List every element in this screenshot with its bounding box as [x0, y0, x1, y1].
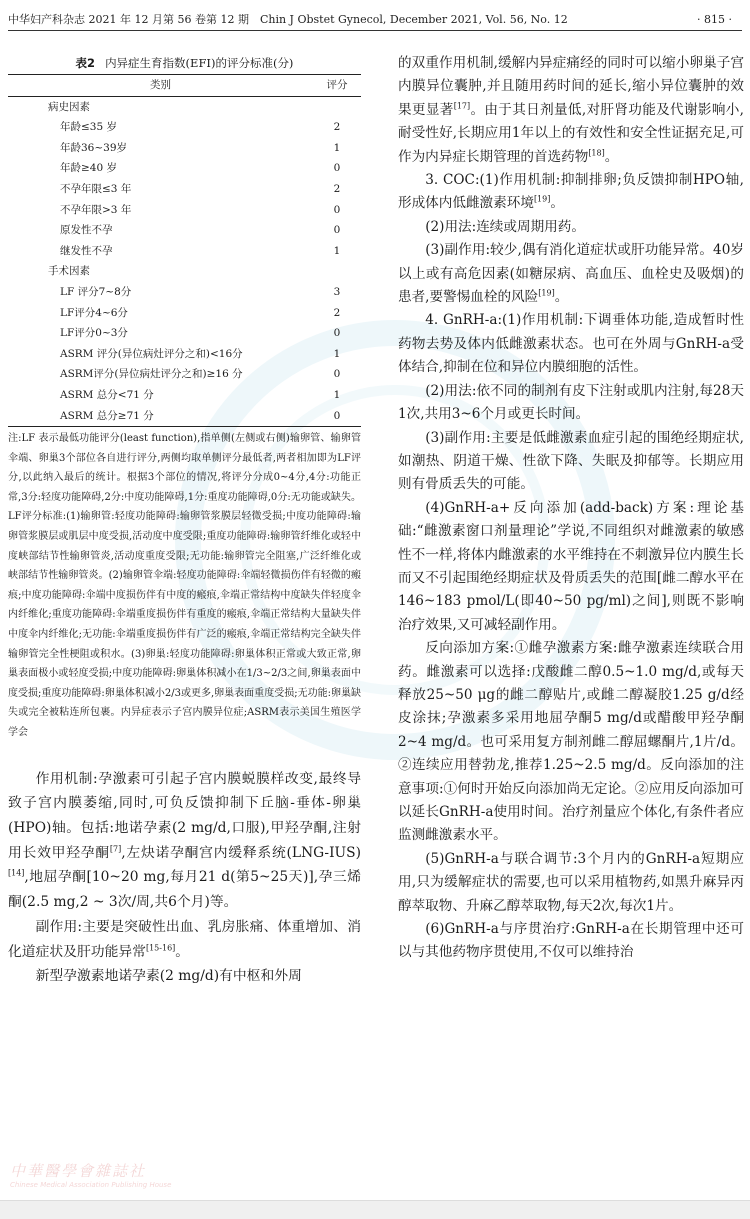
table-cell-score	[313, 96, 361, 117]
table-caption	[8, 52, 361, 74]
table-row	[8, 138, 361, 159]
column-header-score: 评分	[313, 75, 361, 97]
table-header-row	[8, 75, 361, 97]
table-row	[8, 406, 361, 427]
paragraph-coc-side-effects: (3)副作用:较少,偶有消化道症状或肝功能异常。40岁以上或有高危因素(如糖尿病、高血压、血栓史及吸烟)的患者,要警惕血栓的风险[19]。	[398, 242, 744, 306]
table-cell-score: 3	[333, 285, 341, 298]
table-cell-category: ASRM 总分<71 分	[60, 388, 154, 401]
citation-ref[interactable]: [19]	[538, 288, 555, 298]
journal-citation: 中华妇产科杂志 2021 年 12 月第 56 卷第 12 期 Chin J Obstet Gynecol, December 2021, Vol. 56, No. 12	[8, 13, 568, 26]
table-cell-category: LF评分0~3分	[60, 327, 128, 340]
column-header-category: 类别	[8, 75, 313, 97]
citation-ref[interactable]: [7]	[109, 844, 122, 854]
table-cell-score: 0	[333, 162, 341, 175]
paragraph-add-back-regimen: 反向添加方案:①雌孕激素方案:雌孕激素连续联合用药。雌激素可以选择:戊酸雌二醇0.5~1.0 mg/d,或每天释放25~50 μg的雌二醇贴片,或雌二醇凝胶1.25 g/d经皮涂抹;孕激素多采用地屈孕酮5 mg/d或醋酸甲羟孕酮2~4 mg/d。也可采用复方制剂雌二醇屈螺酮片,1片/d。②连续应用替勃龙,推荐1.25~2.5 mg/d。反向添加的注意事项:①何时开始反向添加尚无定论。②应用反向添加可以延长GnRH-a使用时间。治疗剂量应个体化,有条件者应监测雌激素水平。	[398, 640, 744, 844]
citation-ref[interactable]: [15-16]	[145, 942, 176, 952]
table-cell-score: 1	[333, 141, 341, 154]
table-cell-category: ASRM 评分(异位病灶评分之和)<16分	[60, 347, 243, 360]
table-row	[8, 385, 361, 406]
table-cell-category: LF 评分7~8分	[60, 285, 132, 298]
table-cell-category: 年龄36~39岁	[60, 141, 128, 154]
citation-ref[interactable]: [14]	[8, 868, 25, 878]
paragraph-gnrh-side-effects: (3)副作用:主要是低雌激素血症引起的围绝经期症状,如潮热、阴道干燥、性欲下降、失眠及抑郁等。长期应用则有骨质丢失的可能。	[398, 429, 744, 493]
table-cell-score: 1	[333, 244, 341, 257]
table-cell-score: 1	[333, 388, 341, 401]
table-row	[8, 117, 361, 138]
table-row	[8, 303, 361, 324]
citation-ref[interactable]: [18]	[588, 148, 605, 158]
table-cell-category: 不孕年限>3 年	[60, 203, 132, 216]
paragraph-gnrh-usage: (2)用法:依不同的制剂有皮下注射或肌内注射,每28天1次,共用3~6个月或更长时间。	[398, 382, 744, 423]
efi-table	[8, 74, 361, 427]
table-row	[8, 364, 361, 385]
citation-ref[interactable]: [17]	[453, 101, 471, 111]
paragraph-coc-mechanism: 3. COC:(1)作用机制:抑制排卵;负反馈抑制HPO轴,形成体内低雌激素环境[19]。	[398, 172, 744, 212]
paragraph-add-back-theory: (4)GnRH-a+反向添加(add-back)方案:理论基础:“雌激素窗口剂量理论”学说,不同组织对雌激素的敏感性不一样,将体内雌激素的水平维持在不刺激异位内膜生长而又不引起围绝经期症状及骨质丢失的范围[雌二醇水平在146~183 pmol/L(即40~50 pg/ml)之间],则既不影响治疗效果,又可减轻副作用。	[398, 499, 744, 633]
table-cell-score: 2	[333, 306, 341, 319]
table-row	[8, 200, 361, 221]
table-cell-score: 0	[333, 224, 341, 237]
citation-ref[interactable]: [19]	[533, 194, 551, 204]
table-body	[8, 96, 361, 427]
table-row	[8, 282, 361, 303]
paragraph-side-effects: 副作用:主要是突破性出血、乳房胀痛、体重增加、消化道症状及肝功能异常[15-16]。	[8, 918, 361, 960]
left-column	[8, 52, 361, 989]
table-footnote: 注:LF 表示最低功能评分(least function),指单侧(左侧或右侧)输卵管、输卵管伞端、卵巢3个部位各自进行评分,两侧均取单侧评分最低者,两者相加即为LF评分,以此纳入最后的统计。根据3个部位的情况,将评分分成0~4分,4分:功能正常,3分:轻度功能障碍,2分:中度功能障碍,1分:重度功能障碍,0分:无功能或缺失。LF评分标准:(1)输卵管:轻度功能障碍:输卵管浆膜层轻微受损;中度功能障碍:输卵管浆膜层或肌层中度受损,活动度中度受限;重度功能障碍:输卵管纤维化或轻中度峡部结节性输卵管炎,活动度重度受限;无功能:输卵管完全阻塞,广泛纤维化或峡部结节性输卵管炎。(2)输卵管伞端:轻度功能障碍:伞端轻微损伤伴有轻微的瘢痕;中度功能障碍:伞端中度损伤伴有中度的瘢痕,伞端正常结构中度缺失伴轻度伞内纤维化;重度功能障碍:伞端重度损伤伴有重度的瘢痕,伞端正常结构大量缺失伴中度伞内纤维化;无功能:伞端重度损伤伴有广泛的瘢痕,伞端正常结构完全缺失伴输卵管完全性梗阻或积水。(3)卵巢:轻度功能障碍:卵巢体积正常或大致正常,卵巢表面极小或轻度受损;中度功能障碍:卵巢体积减小在1/3~2/3之间,卵巢表面中度受损;重度功能障碍:卵巢体积减小2/3或更多,卵巢表面重度受损;无功能:卵巢缺失或完全被粘连所包裹。内异症表示子宫内膜异位症;ASRM表示美国生殖医学学会	[8, 433, 361, 738]
table-cell-score: 2	[333, 182, 341, 195]
publisher-logo-subtitle: Chinese Medical Association Publishing House	[10, 1181, 172, 1189]
horizontal-scrollbar[interactable]	[0, 1200, 750, 1219]
table-row	[8, 179, 361, 200]
paragraph-coc-usage: (2)用法:连续或周期用药。	[425, 218, 585, 235]
page-number: · 815 ·	[697, 13, 732, 26]
table-label: 表2	[75, 56, 96, 70]
table-cell-category: LF评分4~6分	[60, 306, 128, 319]
paragraph-dienogest: 新型孕激素地诺孕素(2 mg/d)有中枢和外周	[35, 968, 302, 985]
table-row	[8, 323, 361, 344]
table-cell-score: 0	[333, 327, 341, 340]
paragraph-dienogest-cont: 的双重作用机制,缓解内异症痛经的同时可以缩小卵巢子宫内膜异位囊肿,并且随用药时间的延长,缩小异位囊肿的效果更显著[17]。由于其日剂量低,对肝肾功能及代谢影响小,耐受性好,长期应用1年以上的有效性和安全性证据充足,可作为内异症长期管理的首选药物[18]。	[398, 55, 744, 165]
table-row	[8, 220, 361, 241]
publisher-logo-text: 中華醫學會雜誌社	[10, 1162, 147, 1180]
table-row	[8, 241, 361, 262]
running-header	[8, 10, 742, 31]
table-cell-category: ASRM评分(异位病灶评分之和)≥16 分	[60, 368, 243, 381]
table-group-label: 病史因素	[48, 100, 90, 113]
table-row	[8, 96, 361, 117]
table-cell-category: 原发性不孕	[60, 224, 113, 237]
paragraph-gnrh-mechanism: 4. GnRH-a:(1)作用机制:下调垂体功能,造成暂时性药物去势及体内低雌激素状态。也可在外周与GnRH-a受体结合,抑制在位和异位内膜细胞的活性。	[398, 312, 744, 376]
table-cell-score	[313, 261, 361, 282]
table-row	[8, 261, 361, 282]
table-cell-category: 年龄≤35 岁	[60, 121, 117, 134]
publisher-logo	[10, 1160, 350, 1190]
table-cell-score: 2	[333, 121, 341, 134]
paragraph-gnrh-combined: (5)GnRH-a与联合调节:3个月内的GnRH-a短期应用,只为缓解症状的需要,也可以采用植物药,如黑升麻异丙醇萃取物、升麻乙醇萃取物,每天2次,每次1片。	[398, 850, 744, 914]
table-row	[8, 158, 361, 179]
table-cell-score: 0	[333, 368, 341, 381]
table-title: 内异症生育指数(EFI)的评分标准(分)	[105, 56, 294, 70]
table-cell-category: 继发性不孕	[60, 244, 113, 257]
table-cell-score: 1	[333, 347, 341, 360]
table-cell-category: 年龄≥40 岁	[60, 162, 117, 175]
table-group-label: 手术因素	[48, 265, 90, 278]
table-cell-score: 0	[313, 406, 361, 427]
right-column	[398, 52, 744, 965]
table-row	[8, 344, 361, 365]
paragraph-gnrh-sequential: (6)GnRH-a与序贯治疗:GnRH-a在长期管理中还可以与其他药物序贯使用,不仅可以维持治	[398, 921, 744, 961]
table-cell-score: 0	[333, 203, 341, 216]
paragraph-mechanism: 作用机制:孕激素可引起子宫内膜蜕膜样改变,最终导致子宫内膜萎缩,同时,可负反馈抑制下丘脑-垂体-卵巢(HPO)轴。包括:地诺孕素(2 mg/d,口服),甲羟孕酮,注射用长效甲羟孕酮[7],左炔诺孕酮宫内缓释系统(LNG-IUS)[14],地屈孕酮[10~20 mg,每月21 d(第5~25天)],孕三烯酮(2.5 mg,2 ~ 3次/周,共6个月)等。	[8, 770, 361, 911]
table-cell-category: 不孕年限≤3 年	[60, 182, 132, 195]
table-cell-category: ASRM 总分≥71 分	[8, 406, 313, 427]
